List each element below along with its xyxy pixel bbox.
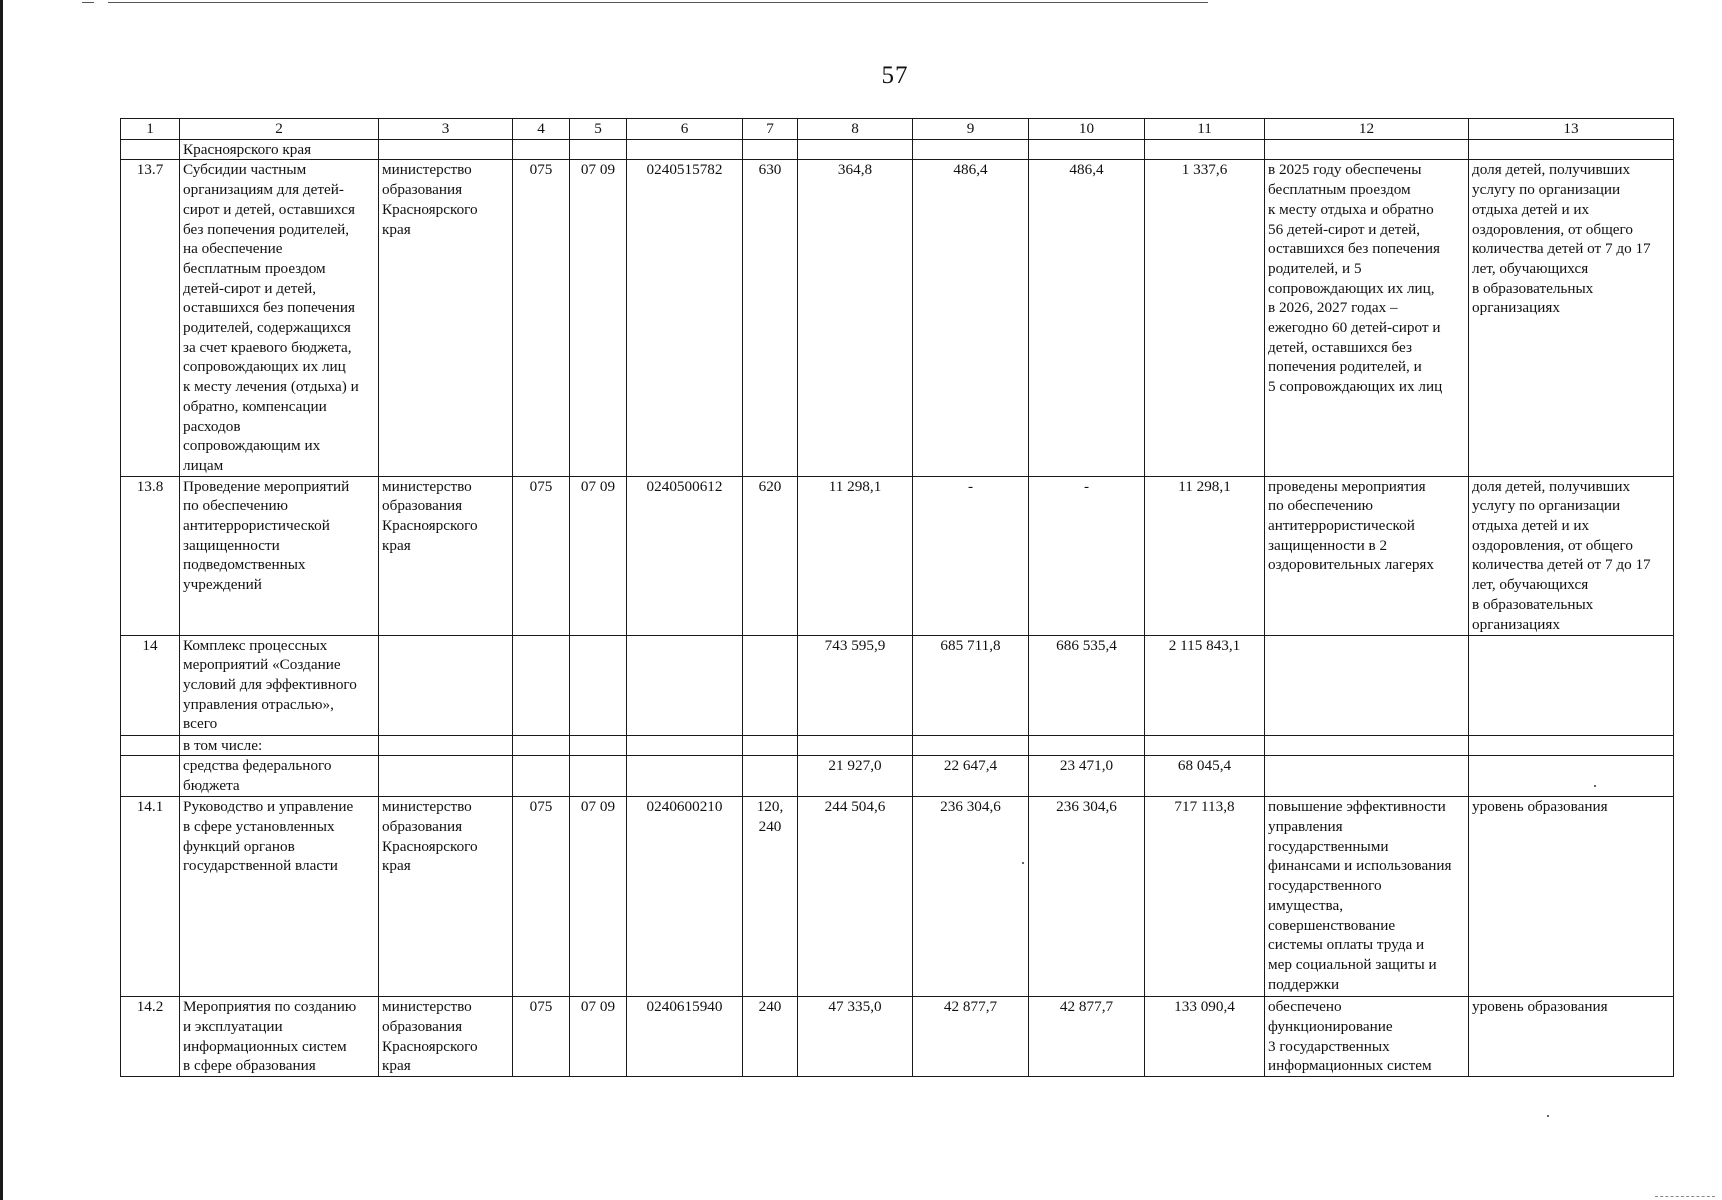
cell-2027: 686 535,4	[1029, 635, 1145, 735]
cell-no: 13.7	[121, 160, 180, 476]
cell-rzpr: 07 09	[570, 997, 627, 1077]
cell-2025: 364,8	[798, 160, 913, 476]
cell-name: в том числе:	[180, 735, 379, 756]
cell-executor: министерство образования Красноярского края	[379, 160, 513, 476]
scan-left-edge	[0, 0, 3, 1200]
cell-grbs: 075	[513, 797, 570, 997]
header-cell: 7	[743, 119, 798, 140]
cell-name: Комплекс процессных мероприятий «Создание условий для эффективного управления отраслью», всего	[180, 635, 379, 735]
cell-2025: 11 298,1	[798, 476, 913, 635]
cell-total	[1145, 735, 1265, 756]
cell-result: проведены мероприятия по обеспечению антитеррористической защищенности в 2 оздоровительных лагерях	[1265, 476, 1469, 635]
cell-total: 133 090,4	[1145, 997, 1265, 1077]
cell-grbs: 075	[513, 160, 570, 476]
cell-executor	[379, 635, 513, 735]
table-row	[121, 797, 1674, 997]
cell-no: 14.1	[121, 797, 180, 997]
cell-rzpr: 07 09	[570, 160, 627, 476]
cell-result	[1265, 756, 1469, 797]
scan-corner-mark	[1655, 1196, 1715, 1197]
cell-no: 13.8	[121, 476, 180, 635]
cell-total: 2 115 843,1	[1145, 635, 1265, 735]
cell-indicator: уровень образования	[1469, 997, 1674, 1077]
table-row	[121, 635, 1674, 735]
cell-result	[1265, 735, 1469, 756]
cell-indicator	[1469, 635, 1674, 735]
header-cell: 10	[1029, 119, 1145, 140]
cell-vr	[743, 756, 798, 797]
cell-vr	[743, 139, 798, 160]
cell-total: 11 298,1	[1145, 476, 1265, 635]
cell-grbs	[513, 735, 570, 756]
cell-2027	[1029, 735, 1145, 756]
cell-csr	[627, 635, 743, 735]
cell-grbs: 075	[513, 997, 570, 1077]
cell-total: 68 045,4	[1145, 756, 1265, 797]
cell-2025: 47 335,0	[798, 997, 913, 1077]
cell-executor: министерство образования Красноярского края	[379, 476, 513, 635]
cell-name: Субсидии частным организациям для детей- сирот и детей, оставшихся без попечения родителей, на обеспечение бесплатным проездом детей-сирот и детей, оставшихся без попечения родителей, содержащихся за счет краевого бюджета, сопровождающих их лиц к месту лечения (отдыха) и обратно, компенсации расходов сопровождающим их лицам	[180, 160, 379, 476]
table-row	[121, 139, 1674, 160]
cell-2025	[798, 139, 913, 160]
cell-executor	[379, 139, 513, 160]
cell-grbs	[513, 139, 570, 160]
header-cell: 13	[1469, 119, 1674, 140]
cell-2026: 22 647,4	[913, 756, 1029, 797]
cell-result: в 2025 году обеспечены бесплатным проездом к месту отдыха и обратно 56 детей-сирот и детей, оставшихся без попечения родителей, и 5 сопровождающих их лиц, в 2026, 2027 годах – ежегодно 60 детей-сирот и детей, оставшихся без попечения родителей, и 5 сопровождающих их лиц	[1265, 160, 1469, 476]
cell-2026: 236 304,6	[913, 797, 1029, 997]
header-cell: 4	[513, 119, 570, 140]
cell-total	[1145, 139, 1265, 160]
cell-name: Мероприятия по созданию и эксплуатации информационных систем в сфере образования	[180, 997, 379, 1077]
cell-csr	[627, 139, 743, 160]
cell-2027: 42 877,7	[1029, 997, 1145, 1077]
cell-2026	[913, 139, 1029, 160]
cell-rzpr	[570, 756, 627, 797]
cell-result: обеспечено функционирование 3 государственных информационных систем	[1265, 997, 1469, 1077]
cell-vr: 630	[743, 160, 798, 476]
cell-executor: министерство образования Красноярского края	[379, 997, 513, 1077]
cell-csr: 0240500612	[627, 476, 743, 635]
cell-name: Красноярского края	[180, 139, 379, 160]
cell-no	[121, 756, 180, 797]
cell-vr: 120, 240	[743, 797, 798, 997]
header-cell: 2	[180, 119, 379, 140]
cell-indicator	[1469, 735, 1674, 756]
cell-grbs: 075	[513, 476, 570, 635]
cell-result	[1265, 139, 1469, 160]
table-row	[121, 160, 1674, 476]
cell-2026	[913, 735, 1029, 756]
scan-speck	[1547, 1115, 1549, 1117]
cell-2027: 23 471,0	[1029, 756, 1145, 797]
table-row	[121, 997, 1674, 1077]
cell-2027: -	[1029, 476, 1145, 635]
cell-2027	[1029, 139, 1145, 160]
cell-rzpr: 07 09	[570, 797, 627, 997]
scan-top-dash	[82, 2, 94, 3]
cell-2027: 236 304,6	[1029, 797, 1145, 997]
cell-total: 717 113,8	[1145, 797, 1265, 997]
header-cell: 11	[1145, 119, 1265, 140]
cell-result	[1265, 635, 1469, 735]
cell-2026: 42 877,7	[913, 997, 1029, 1077]
cell-result: повышение эффективности управления государственными финансами и использования государственного имущества, совершенствование системы оплаты труда и мер социальной защиты и поддержки	[1265, 797, 1469, 997]
cell-vr: 240	[743, 997, 798, 1077]
cell-csr: 0240600210	[627, 797, 743, 997]
scan-speck	[1022, 862, 1024, 864]
cell-executor	[379, 735, 513, 756]
cell-2027: 486,4	[1029, 160, 1145, 476]
cell-vr	[743, 635, 798, 735]
header-row	[121, 119, 1674, 140]
cell-no	[121, 139, 180, 160]
cell-rzpr: 07 09	[570, 476, 627, 635]
cell-2026: -	[913, 476, 1029, 635]
header-cell: 3	[379, 119, 513, 140]
header-cell: 8	[798, 119, 913, 140]
header-cell: 1	[121, 119, 180, 140]
cell-2026: 685 711,8	[913, 635, 1029, 735]
cell-rzpr	[570, 635, 627, 735]
cell-grbs	[513, 635, 570, 735]
header-cell: 6	[627, 119, 743, 140]
cell-indicator: уровень образования	[1469, 797, 1674, 997]
cell-indicator: доля детей, получивших услугу по организации отдыха детей и их оздоровления, от общего количества детей от 7 до 17 лет, обучающихся в образовательных организациях	[1469, 160, 1674, 476]
cell-name: Проведение мероприятий по обеспечению антитеррористической защищенности подведомственных учреждений	[180, 476, 379, 635]
cell-2026: 486,4	[913, 160, 1029, 476]
cell-total: 1 337,6	[1145, 160, 1265, 476]
cell-2025: 743 595,9	[798, 635, 913, 735]
table-row	[121, 735, 1674, 756]
table-row	[121, 756, 1674, 797]
cell-vr	[743, 735, 798, 756]
cell-executor: министерство образования Красноярского края	[379, 797, 513, 997]
cell-no: 14	[121, 635, 180, 735]
cell-name: средства федерального бюджета	[180, 756, 379, 797]
scan-speck	[1594, 785, 1596, 787]
cell-executor	[379, 756, 513, 797]
cell-no	[121, 735, 180, 756]
cell-grbs	[513, 756, 570, 797]
cell-2025: 244 504,6	[798, 797, 913, 997]
cell-csr: 0240615940	[627, 997, 743, 1077]
cell-2025	[798, 735, 913, 756]
cell-indicator	[1469, 756, 1674, 797]
cell-2025: 21 927,0	[798, 756, 913, 797]
cell-no: 14.2	[121, 997, 180, 1077]
scan-top-rule	[108, 2, 1208, 3]
cell-indicator: доля детей, получивших услугу по организации отдыха детей и их оздоровления, от общего количества детей от 7 до 17 лет, обучающихся в образовательных организациях	[1469, 476, 1674, 635]
budget-table	[120, 118, 1674, 1077]
cell-csr	[627, 735, 743, 756]
cell-name: Руководство и управление в сфере установленных функций органов государственной власти	[180, 797, 379, 997]
cell-csr: 0240515782	[627, 160, 743, 476]
table-row	[121, 476, 1674, 635]
page-number: 57	[881, 62, 909, 89]
header-cell: 9	[913, 119, 1029, 140]
cell-csr	[627, 756, 743, 797]
cell-vr: 620	[743, 476, 798, 635]
cell-indicator	[1469, 139, 1674, 160]
cell-rzpr	[570, 139, 627, 160]
cell-rzpr	[570, 735, 627, 756]
header-cell: 12	[1265, 119, 1469, 140]
header-cell: 5	[570, 119, 627, 140]
